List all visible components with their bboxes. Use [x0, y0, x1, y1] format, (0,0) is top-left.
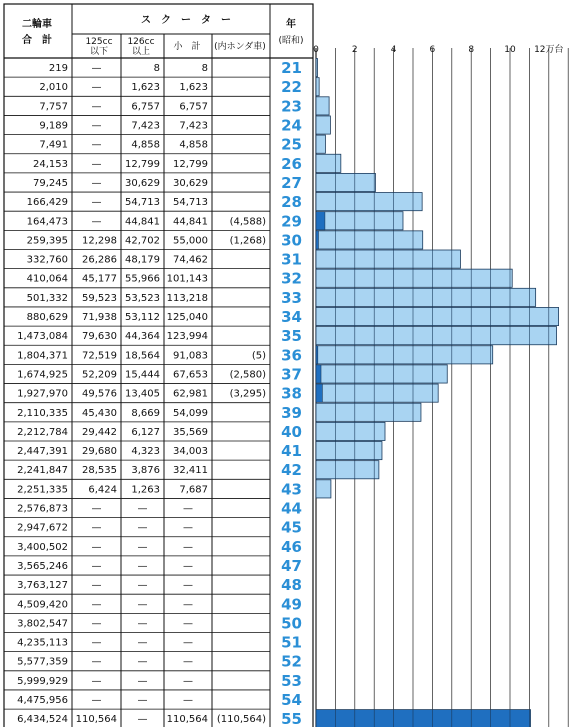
cell-subtotal: —: [183, 695, 193, 707]
cell-year: 49: [281, 595, 302, 614]
bar: [316, 307, 559, 325]
cell-under125: —: [91, 158, 102, 170]
cell-subtotal: —: [183, 522, 193, 534]
cell-subtotal: 54,713: [173, 197, 208, 209]
cell-over126: 4,858: [131, 139, 160, 151]
table-row: [4, 634, 302, 652]
table-row: [4, 78, 302, 96]
cell-under125: —: [91, 541, 102, 553]
cell-over126: —: [137, 599, 148, 611]
bar-43: [316, 480, 331, 498]
cell-under125: 6,424: [88, 484, 117, 496]
cell-over126: 48,179: [125, 254, 160, 266]
bar-22: [316, 78, 319, 96]
cell-subtotal: 55,000: [173, 235, 208, 247]
cell-total: 2,241,847: [17, 465, 68, 477]
cell-under125: —: [91, 503, 102, 515]
bar: [316, 135, 325, 153]
bar-25: [316, 135, 325, 153]
table-row: [4, 404, 302, 422]
bar-27: [316, 173, 375, 191]
header-over126-line1: 126cc: [127, 37, 155, 47]
cell-under125: —: [91, 580, 102, 592]
table-row: [4, 212, 302, 230]
cell-under125: —: [91, 637, 102, 649]
table-row: [4, 423, 302, 441]
cell-over126: —: [137, 675, 148, 687]
cell-total: 1,473,084: [17, 331, 68, 343]
cell-total: 7,491: [39, 139, 68, 151]
bar: [316, 403, 421, 421]
cell-year: 44: [281, 499, 302, 518]
table-row: [4, 385, 302, 403]
cell-over126: 3,876: [131, 465, 160, 477]
cell-under125: —: [91, 82, 102, 94]
cell-subtotal: 8: [201, 63, 208, 75]
chart-bars: [316, 59, 559, 727]
bar: [316, 97, 329, 115]
cell-year: 55: [281, 710, 302, 727]
cell-over126: —: [137, 656, 148, 668]
table-row: [4, 59, 302, 77]
cell-subtotal: —: [183, 618, 193, 630]
bar: [316, 231, 423, 249]
cell-subtotal: —: [183, 503, 193, 515]
cell-total: 3,802,547: [17, 618, 68, 630]
cell-subtotal: 67,653: [173, 369, 208, 381]
bar-31: [316, 250, 460, 268]
table-row: [4, 97, 302, 115]
cell-year: 45: [281, 518, 302, 537]
cell-year: 48: [281, 576, 302, 595]
cell-total: 5,577,359: [17, 656, 68, 668]
cell-year: 26: [281, 154, 302, 173]
cell-year: 30: [281, 231, 302, 250]
cell-total: 79,245: [33, 177, 68, 189]
cell-over126: —: [137, 503, 148, 515]
bar: [316, 193, 422, 211]
cell-under125: 59,523: [82, 292, 117, 304]
cell-total: 2,576,873: [17, 503, 68, 515]
cell-subtotal: 7,687: [179, 484, 208, 496]
bar: [316, 461, 379, 479]
cell-total: 6,434,524: [17, 714, 68, 726]
cell-total: 410,064: [26, 273, 68, 285]
table-row: [4, 595, 302, 613]
cell-year: 42: [281, 461, 302, 480]
cell-year: 25: [281, 135, 302, 154]
cell-under125: —: [91, 599, 102, 611]
cell-under125: —: [91, 120, 102, 132]
bar: [316, 116, 330, 134]
header-scooter-group: ス ク ー タ ー: [141, 15, 231, 26]
cell-under125: —: [91, 656, 102, 668]
cell-total: 259,395: [26, 235, 68, 247]
cell-under125: —: [91, 63, 102, 75]
table-row: [4, 576, 302, 594]
cell-subtotal: —: [183, 637, 193, 649]
cell-honda: (4,588): [229, 216, 266, 228]
table-row: [4, 117, 302, 135]
cell-subtotal: 110,564: [166, 714, 208, 726]
table-row: [4, 614, 302, 632]
bar-37: [316, 365, 447, 383]
cell-under125: —: [91, 618, 102, 630]
cell-subtotal: 35,569: [173, 426, 208, 438]
table-row: [4, 308, 302, 326]
cell-over126: —: [137, 522, 148, 534]
cell-total: 1,674,925: [17, 369, 68, 381]
cell-over126: 44,364: [125, 331, 160, 343]
cell-year: 52: [281, 652, 302, 671]
cell-year: 51: [281, 633, 302, 652]
table-row: [4, 365, 302, 383]
table-row: [4, 193, 302, 211]
bar: [316, 422, 385, 440]
cell-under125: 49,576: [82, 388, 117, 400]
cell-year: 53: [281, 671, 302, 690]
bar: [316, 154, 341, 172]
cell-total: 164,473: [26, 216, 68, 228]
cell-subtotal: 1,623: [179, 82, 208, 94]
cell-subtotal: 101,143: [166, 273, 208, 285]
cell-under125: 79,630: [82, 331, 117, 343]
honda-bar: [316, 346, 318, 364]
cell-subtotal: 6,757: [179, 101, 208, 113]
tick-label: 12万台: [534, 45, 564, 55]
cell-total: 880,629: [26, 312, 68, 324]
tick-label: 2: [351, 45, 358, 55]
cell-over126: 12,799: [125, 158, 160, 170]
table-row: [4, 155, 302, 173]
header-total-line2: 合 計: [22, 35, 52, 46]
cell-subtotal: 7,423: [179, 120, 208, 132]
cell-over126: 1,263: [131, 484, 160, 496]
cell-under125: 29,680: [82, 446, 117, 458]
cell-year: 24: [281, 116, 302, 135]
cell-under125: —: [91, 139, 102, 151]
cell-year: 21: [281, 59, 302, 78]
cell-over126: —: [137, 714, 148, 726]
bar-41: [316, 442, 382, 460]
cell-under125: 29,442: [82, 426, 117, 438]
cell-honda: (2,580): [229, 369, 266, 381]
cell-over126: 1,623: [131, 82, 160, 94]
cell-over126: 8: [153, 63, 160, 75]
bar-30: [316, 231, 423, 249]
cell-over126: —: [137, 580, 148, 592]
cell-over126: 53,112: [125, 312, 160, 324]
cell-honda: (3,295): [229, 388, 266, 400]
cell-under125: 26,286: [82, 254, 117, 266]
tick-label: 8: [468, 45, 475, 55]
bar-33: [316, 288, 536, 306]
cell-total: 7,757: [39, 101, 68, 113]
bar: [316, 269, 512, 287]
cell-year: 43: [281, 480, 302, 499]
cell-total: 4,475,956: [17, 695, 68, 707]
cell-under125: 28,535: [82, 465, 117, 477]
table-row: [4, 480, 302, 498]
cell-over126: 55,966: [125, 273, 160, 285]
cell-over126: 8,669: [131, 407, 160, 419]
cell-subtotal: 91,083: [173, 350, 208, 362]
header-over126-line2: 以上: [131, 47, 151, 57]
cell-under125: 110,564: [75, 714, 117, 726]
cell-year: 47: [281, 556, 302, 575]
bar-32: [316, 269, 512, 287]
cell-subtotal: 4,858: [179, 139, 208, 151]
cell-over126: 15,444: [125, 369, 160, 381]
bar-23: [316, 97, 329, 115]
cell-year: 39: [281, 403, 302, 422]
table-row: [4, 136, 302, 154]
table-header: [22, 14, 304, 57]
cell-total: 2,447,391: [17, 446, 68, 458]
bar: [316, 212, 403, 230]
bar-26: [316, 154, 341, 172]
honda-bar: [316, 231, 318, 249]
table-row: [4, 672, 302, 690]
cell-subtotal: 125,040: [166, 312, 208, 324]
cell-under125: —: [91, 177, 102, 189]
cell-total: 2,110,335: [17, 407, 68, 419]
cell-total: 9,189: [39, 120, 68, 132]
cell-year: 28: [281, 193, 302, 212]
cell-subtotal: 32,411: [173, 465, 208, 477]
cell-year: 22: [281, 78, 302, 97]
bar-55: [316, 710, 530, 727]
cell-total: 3,565,246: [17, 560, 68, 572]
cell-total: 2,010: [39, 82, 68, 94]
bar-42: [316, 461, 379, 479]
bar: [316, 384, 438, 402]
bar: [316, 78, 319, 96]
cell-honda: (5): [251, 350, 266, 362]
cell-subtotal: 54,099: [173, 407, 208, 419]
cell-under125: —: [91, 560, 102, 572]
cell-year: 46: [281, 537, 302, 556]
cell-year: 36: [281, 346, 302, 365]
cell-under125: —: [91, 216, 102, 228]
cell-total: 2,212,784: [17, 426, 68, 438]
table-row: [4, 461, 302, 479]
cell-year: 41: [281, 442, 302, 461]
cell-under125: 12,298: [82, 235, 117, 247]
table-row: [4, 442, 302, 460]
cell-total: 2,947,672: [17, 522, 68, 534]
cell-subtotal: —: [183, 560, 193, 572]
cell-honda: (1,268): [229, 235, 266, 247]
cell-subtotal: 12,799: [173, 158, 208, 170]
header-year-line1: 年: [286, 19, 296, 30]
cell-subtotal: —: [183, 656, 193, 668]
bar: [316, 59, 318, 77]
cell-over126: 30,629: [125, 177, 160, 189]
cell-year: 35: [281, 327, 302, 346]
table-row: [4, 174, 302, 192]
cell-under125: 52,209: [82, 369, 117, 381]
table-row: [4, 231, 302, 249]
cell-total: 24,153: [33, 158, 68, 170]
cell-year: 23: [281, 97, 302, 116]
cell-over126: 54,713: [125, 197, 160, 209]
cell-total: 5,999,929: [17, 675, 68, 687]
honda-bar: [316, 212, 325, 230]
table-row: [4, 346, 302, 364]
cell-under125: —: [91, 695, 102, 707]
cell-under125: —: [91, 675, 102, 687]
table-row: [4, 519, 302, 537]
cell-total: 1,927,970: [17, 388, 68, 400]
tick-label: 10: [504, 45, 516, 55]
cell-total: 4,235,113: [17, 637, 68, 649]
cell-over126: 18,564: [125, 350, 160, 362]
bar: [316, 346, 493, 364]
tick-label: 4: [390, 45, 397, 55]
cell-year: 38: [281, 384, 302, 403]
cell-over126: 4,323: [131, 446, 160, 458]
cell-year: 33: [281, 288, 302, 307]
cell-total: 501,332: [26, 292, 68, 304]
cell-over126: —: [137, 695, 148, 707]
cell-subtotal: 44,841: [173, 216, 208, 228]
bar: [316, 480, 331, 498]
cell-year: 32: [281, 269, 302, 288]
cell-under125: —: [91, 101, 102, 113]
cell-year: 31: [281, 250, 302, 269]
cell-subtotal: —: [183, 541, 193, 553]
cell-over126: 7,423: [131, 120, 160, 132]
bar: [316, 710, 530, 727]
chart-gridlines: [316, 48, 568, 727]
bar-40: [316, 422, 385, 440]
bar-28: [316, 193, 422, 211]
cell-over126: —: [137, 541, 148, 553]
bar: [316, 365, 447, 383]
cell-subtotal: 113,218: [166, 292, 208, 304]
cell-year: 27: [281, 173, 302, 192]
bar: [316, 250, 460, 268]
chart-tick-labels: [313, 43, 563, 55]
cell-over126: 6,757: [131, 101, 160, 113]
cell-subtotal: —: [183, 675, 193, 687]
bar: [316, 442, 382, 460]
cell-under125: —: [91, 197, 102, 209]
cell-over126: 6,127: [131, 426, 160, 438]
bar-39: [316, 403, 421, 421]
table-row: [4, 653, 302, 671]
cell-over126: 42,702: [125, 235, 160, 247]
cell-year: 34: [281, 308, 302, 327]
table-row: [4, 557, 302, 575]
header-subtotal: 小 計: [173, 42, 201, 52]
cell-subtotal: 30,629: [173, 177, 208, 189]
table-row: [4, 538, 302, 556]
bar: [316, 288, 536, 306]
cell-total: 166,429: [26, 197, 68, 209]
table-row: [4, 710, 302, 727]
cell-over126: 13,405: [125, 388, 160, 400]
cell-subtotal: 34,003: [173, 446, 208, 458]
table-row: [4, 500, 302, 518]
cell-over126: —: [137, 637, 148, 649]
bar-21: [316, 59, 318, 77]
header-year-line2: (昭和): [278, 36, 304, 46]
table-body: [4, 59, 302, 727]
cell-total: 332,760: [26, 254, 68, 266]
bar-24: [316, 116, 330, 134]
cell-total: 3,400,502: [17, 541, 68, 553]
cell-total: 4,509,420: [17, 599, 68, 611]
cell-total: 2,251,335: [17, 484, 68, 496]
tick-label: 6: [429, 45, 436, 55]
cell-year: 29: [281, 212, 302, 231]
honda-bar: [316, 365, 321, 383]
table-row: [4, 327, 302, 345]
cell-year: 54: [281, 691, 302, 710]
cell-under125: 72,519: [82, 350, 117, 362]
bar-38: [316, 384, 438, 402]
header-under125-line1: 125cc: [85, 37, 113, 47]
cell-subtotal: 74,462: [173, 254, 208, 266]
table-row: [4, 289, 302, 307]
cell-year: 50: [281, 614, 302, 633]
cell-total: 219: [48, 63, 68, 75]
cell-over126: —: [137, 618, 148, 630]
bar-36: [316, 346, 493, 364]
cell-under125: 45,177: [82, 273, 117, 285]
cell-over126: 53,523: [125, 292, 160, 304]
cell-under125: —: [91, 522, 102, 534]
bar-29: [316, 212, 403, 230]
tick-label: 0: [313, 45, 319, 55]
cell-subtotal: —: [183, 599, 193, 611]
cell-under125: 71,938: [82, 312, 117, 324]
header-total-line1: 二輪車: [22, 19, 52, 30]
table-row: [4, 691, 302, 709]
bar-34: [316, 307, 559, 325]
cell-over126: 44,841: [125, 216, 160, 228]
cell-subtotal: 123,994: [166, 331, 208, 343]
cell-under125: 45,430: [82, 407, 117, 419]
cell-subtotal: —: [183, 580, 193, 592]
honda-bar: [316, 384, 322, 402]
bar: [316, 173, 375, 191]
header-honda: (内ホンダ車): [214, 42, 266, 52]
cell-total: 3,763,127: [17, 580, 68, 592]
table-row: [4, 270, 302, 288]
cell-over126: —: [137, 560, 148, 572]
table-row: [4, 251, 302, 269]
cell-year: 40: [281, 422, 302, 441]
cell-honda: (110,564): [216, 714, 266, 726]
bar-35: [316, 327, 557, 345]
cell-subtotal: 62,981: [173, 388, 208, 400]
cell-year: 37: [281, 365, 302, 384]
cell-total: 1,804,371: [17, 350, 68, 362]
bar: [316, 327, 557, 345]
header-under125-line2: 以下: [89, 47, 109, 57]
